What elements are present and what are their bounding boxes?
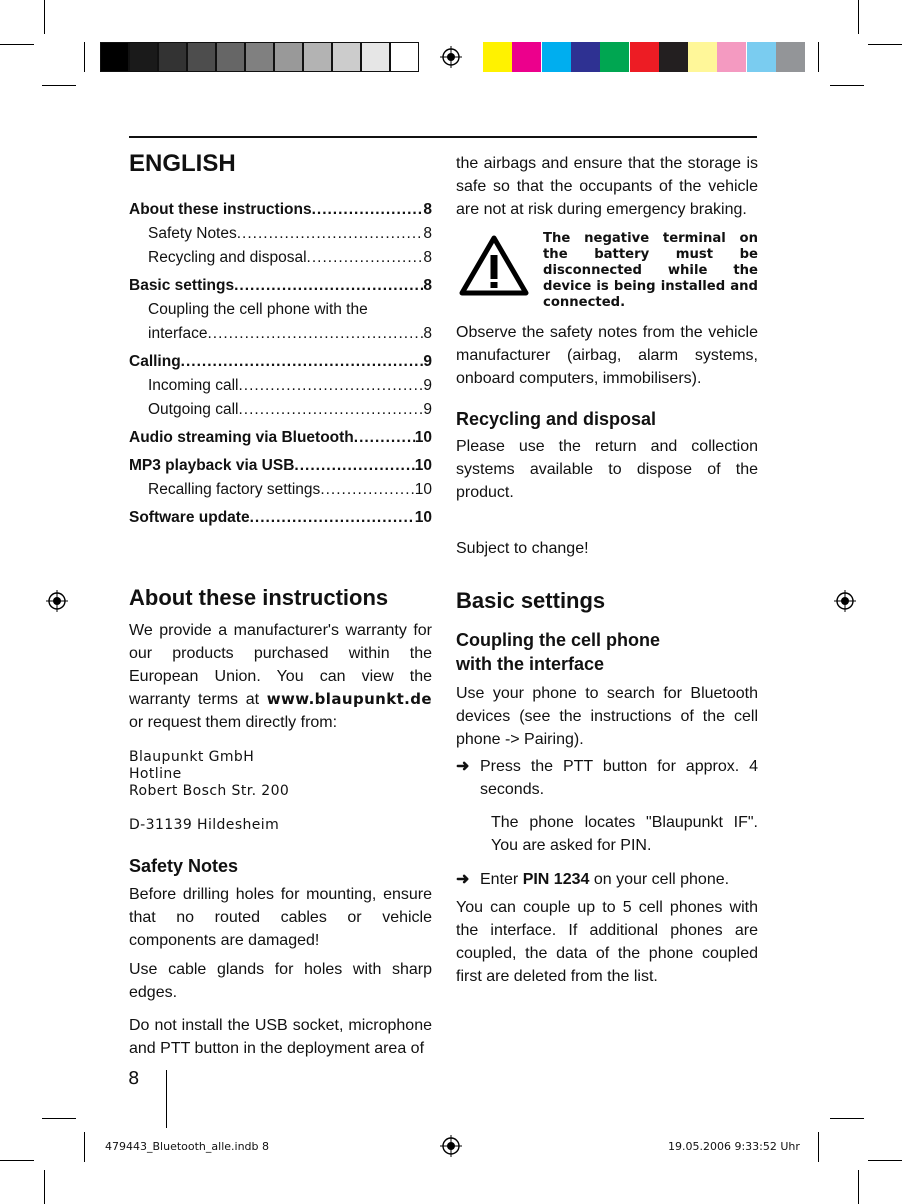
gray-swatch xyxy=(274,42,303,72)
toc-page: 10 xyxy=(414,457,432,474)
safety-heading: Safety Notes xyxy=(129,856,239,876)
subject-to-change: Subject to change! xyxy=(456,540,589,557)
toc-leader xyxy=(354,426,415,450)
toc-leader xyxy=(312,198,424,222)
gray-swatch xyxy=(187,42,216,72)
table-of-contents xyxy=(129,198,432,530)
address-line: Hotline xyxy=(129,766,182,782)
coupling-heading-line: Coupling the cell phone xyxy=(456,630,660,650)
toc-label: Outgoing call xyxy=(148,401,239,418)
color-swatch xyxy=(688,42,717,72)
gray-swatch xyxy=(216,42,245,72)
color-swatch xyxy=(512,42,541,72)
gray-swatch xyxy=(390,42,419,72)
toc-page: 10 xyxy=(414,429,432,446)
toc-leader xyxy=(207,322,423,346)
crop-mark xyxy=(868,44,902,45)
toc-entry[interactable] xyxy=(129,222,432,246)
step-2 xyxy=(456,868,758,891)
toc-leader xyxy=(250,506,415,530)
color-swatch xyxy=(717,42,746,72)
safety-paragraph: Before drilling holes for mounting, ensure that no routed cables or vehicle components are damaged! xyxy=(129,886,432,949)
gray-swatch xyxy=(332,42,361,72)
gray-swatch xyxy=(303,42,332,72)
toc-entry[interactable] xyxy=(129,506,432,530)
step-2-suffix: on your cell phone. xyxy=(589,871,730,888)
right-column xyxy=(456,152,758,988)
safety-paragraph: Do not install the USB socket, microphone and PTT button in the deployment area of xyxy=(129,1017,432,1057)
toc-entry[interactable] xyxy=(129,322,432,346)
arrow-icon: ➜ xyxy=(456,758,470,775)
toc-entry[interactable] xyxy=(129,374,432,398)
crop-mark xyxy=(0,1160,34,1161)
basic-settings-heading: Basic settings xyxy=(456,588,606,613)
registration-mark-icon xyxy=(440,1135,462,1157)
language-title: ENGLISH xyxy=(129,150,236,177)
step-1-text: Press the PTT button for approx. 4 seconds. xyxy=(480,758,758,798)
airbag-paragraph: the airbags and ensure that the storage is safe so that the occupants of the vehicle are not at risk during emergency braking. xyxy=(456,155,758,218)
safety-paragraph: Use cable glands for holes with sharp edges. xyxy=(129,961,432,1001)
toc-page: 8 xyxy=(423,201,432,218)
toc-page: 10 xyxy=(414,481,432,498)
toc-page: 9 xyxy=(423,377,432,394)
toc-label: Calling xyxy=(129,353,181,370)
toc-label: Incoming call xyxy=(148,377,239,394)
registration-mark-icon xyxy=(834,590,856,612)
color-swatch xyxy=(630,42,659,72)
toc-page: 8 xyxy=(423,225,432,242)
toc-page: 8 xyxy=(423,249,432,266)
toc-page: 8 xyxy=(423,325,432,342)
crop-mark xyxy=(0,44,34,45)
crop-mark xyxy=(44,0,45,34)
step-2-text xyxy=(480,868,729,891)
color-swatch xyxy=(571,42,600,72)
warning-text: The negative terminal on the battery must be disconnected while the device is being installed and connected. xyxy=(543,231,758,310)
about-text-part: or request them directly from: xyxy=(129,714,338,731)
toc-entry[interactable] xyxy=(129,426,432,450)
warning-box xyxy=(456,231,758,311)
about-heading: About these instructions xyxy=(129,585,389,610)
crop-mark xyxy=(818,42,819,72)
toc-label: Safety Notes xyxy=(148,225,237,242)
recycling-heading: Recycling and disposal xyxy=(456,409,657,429)
gray-swatch xyxy=(129,42,158,72)
toc-leader xyxy=(181,350,424,374)
crop-mark xyxy=(84,42,85,72)
color-swatch xyxy=(659,42,688,72)
coupling-heading xyxy=(456,628,758,676)
coupling-intro: Use your phone to search for Bluetooth devices (see the instructions of the cell phone -> Pairing). xyxy=(456,685,758,748)
toc-label: Software update xyxy=(129,509,250,526)
address-line: Robert Bosch Str. 200 xyxy=(129,783,290,799)
recycling-paragraph: Please use the return and collection systems available to dispose of the product. xyxy=(456,438,758,501)
gray-swatch xyxy=(245,42,274,72)
header-rule xyxy=(129,136,757,138)
column-divider-mark xyxy=(166,1070,167,1128)
footer-datetime: 19.05.2006 9:33:52 Uhr xyxy=(668,1140,800,1153)
toc-leader xyxy=(238,398,423,422)
coupling-heading-line: with the interface xyxy=(456,654,605,674)
gray-swatch xyxy=(361,42,390,72)
toc-entry[interactable] xyxy=(129,246,432,270)
footer-filename: 479443_Bluetooth_alle.indb 8 xyxy=(105,1140,269,1153)
crop-mark xyxy=(818,1132,819,1162)
crop-mark xyxy=(830,1118,864,1119)
toc-page: 10 xyxy=(414,509,432,526)
color-swatch xyxy=(776,42,805,72)
toc-leader xyxy=(237,222,424,246)
color-swatch xyxy=(483,42,512,72)
toc-entry[interactable] xyxy=(129,274,432,298)
crop-mark xyxy=(42,85,76,86)
crop-mark xyxy=(858,0,859,34)
toc-page: 8 xyxy=(423,277,432,294)
warning-triangle-icon xyxy=(459,235,529,297)
crop-mark xyxy=(868,1160,902,1161)
toc-entry[interactable] xyxy=(129,478,432,502)
toc-entry[interactable] xyxy=(129,454,432,478)
toc-entry[interactable] xyxy=(129,398,432,422)
step-1-result: The phone locates "Blaupunkt IF". You are asked for PIN. xyxy=(491,814,758,854)
observe-paragraph: Observe the safety notes from the vehicle manufacturer (airbag, alarm systems, onboard computers, immobilisers). xyxy=(456,324,758,387)
toc-label: Basic settings xyxy=(129,277,235,294)
crop-mark xyxy=(858,1170,859,1204)
arrow-icon: ➜ xyxy=(456,871,470,888)
registration-mark-icon xyxy=(440,46,462,68)
crop-mark xyxy=(44,1170,45,1204)
toc-leader xyxy=(234,274,423,298)
pin-code: PIN 1234 xyxy=(522,871,590,888)
page-number: 8 xyxy=(128,1068,140,1089)
address-line: Blaupunkt GmbH xyxy=(129,749,255,765)
gray-swatch xyxy=(100,42,129,72)
toc-leader xyxy=(294,454,414,478)
color-swatch xyxy=(542,42,571,72)
step-2-prefix: Enter xyxy=(480,871,523,888)
final-paragraph: You can couple up to 5 cell phones with the interface. If additional phones are coupled, the data of the phone coupled first are deleted from the list. xyxy=(456,899,758,985)
toc-page: 9 xyxy=(423,401,432,418)
registration-mark-icon xyxy=(46,590,68,612)
toc-leader xyxy=(320,478,414,502)
address-city: D-31139 Hildesheim xyxy=(129,817,280,833)
toc-entry[interactable] xyxy=(129,298,432,322)
toc-label: Recycling and disposal xyxy=(148,249,307,266)
left-column xyxy=(129,150,432,530)
toc-label: About these instructions xyxy=(129,201,312,218)
toc-label: Recalling factory settings xyxy=(148,481,321,498)
address-block xyxy=(129,749,432,834)
toc-label: Audio streaming via Bluetooth xyxy=(129,429,354,446)
crop-mark xyxy=(42,1118,76,1119)
color-swatch xyxy=(747,42,776,72)
step-1 xyxy=(456,755,758,801)
blaupunkt-link[interactable]: www.blaupunkt.de xyxy=(266,690,432,708)
toc-label: MP3 playback via USB xyxy=(129,457,295,474)
about-section xyxy=(129,585,432,1060)
toc-page: 9 xyxy=(423,353,432,370)
color-swatch xyxy=(600,42,629,72)
toc-label: Coupling the cell phone with the xyxy=(148,301,368,318)
toc-label: interface xyxy=(148,325,208,342)
crop-mark xyxy=(84,1132,85,1162)
toc-leader xyxy=(238,374,423,398)
toc-leader xyxy=(307,246,424,270)
toc-entry[interactable] xyxy=(129,198,432,222)
crop-mark xyxy=(830,85,864,86)
gray-swatch xyxy=(158,42,187,72)
about-text xyxy=(129,619,432,734)
about-text-part: We provide a manufacturer's warranty for our products purchased within the European Union. You can view the warranty terms at xyxy=(129,622,432,708)
toc-entry[interactable] xyxy=(129,350,432,374)
